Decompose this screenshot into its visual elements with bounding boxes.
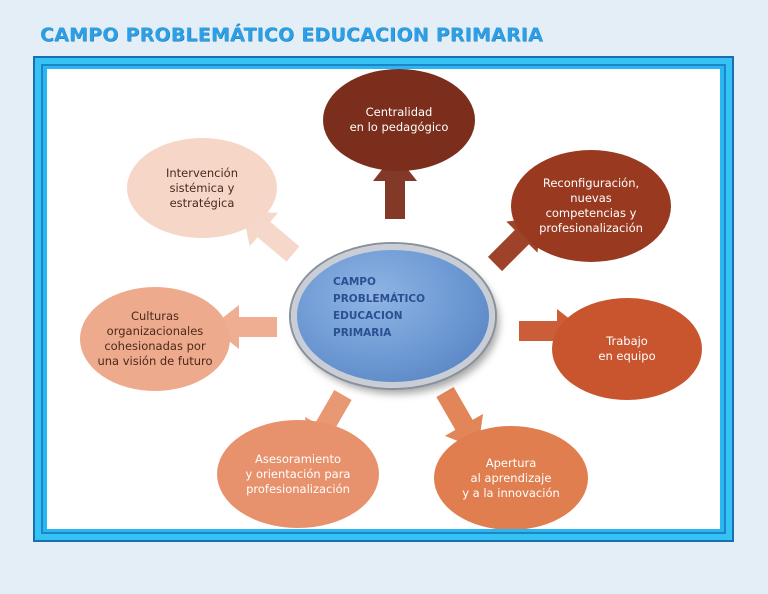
diagram-frame [33, 56, 734, 542]
node-asesoramiento-label: Asesoramiento y orientación para profesionalización [245, 451, 351, 496]
page-title: CAMPO PROBLEMÁTICO EDUCACION PRIMARIA [40, 24, 543, 46]
node-trabajo [552, 298, 702, 400]
center-node [291, 244, 495, 388]
node-asesoramiento [217, 420, 379, 528]
node-culturas [80, 287, 230, 391]
node-centralidad-label: Centralidad en lo pedagógico [349, 105, 449, 134]
node-culturas-label: Culturas organizacionales cohesionadas por una visión de futuro [97, 309, 213, 368]
diagram-canvas [47, 69, 720, 529]
node-reconfiguracion [511, 150, 671, 262]
node-apertura-label: Apertura al aprendizaje y a la innovación [462, 455, 560, 500]
node-intervencion-label: Intervención sistémica y estratégica [165, 165, 238, 210]
node-reconfiguracion-label: Reconfiguración, nuevas competencias y profesionalización [539, 176, 643, 235]
node-centralidad [323, 69, 475, 171]
node-trabajo-label: Trabajo en equipo [598, 334, 656, 363]
node-intervencion [127, 138, 277, 238]
node-apertura [434, 426, 588, 529]
center-node-label: CAMPO PROBLEMÁTICO EDUCACION PRIMARIA [333, 276, 426, 339]
